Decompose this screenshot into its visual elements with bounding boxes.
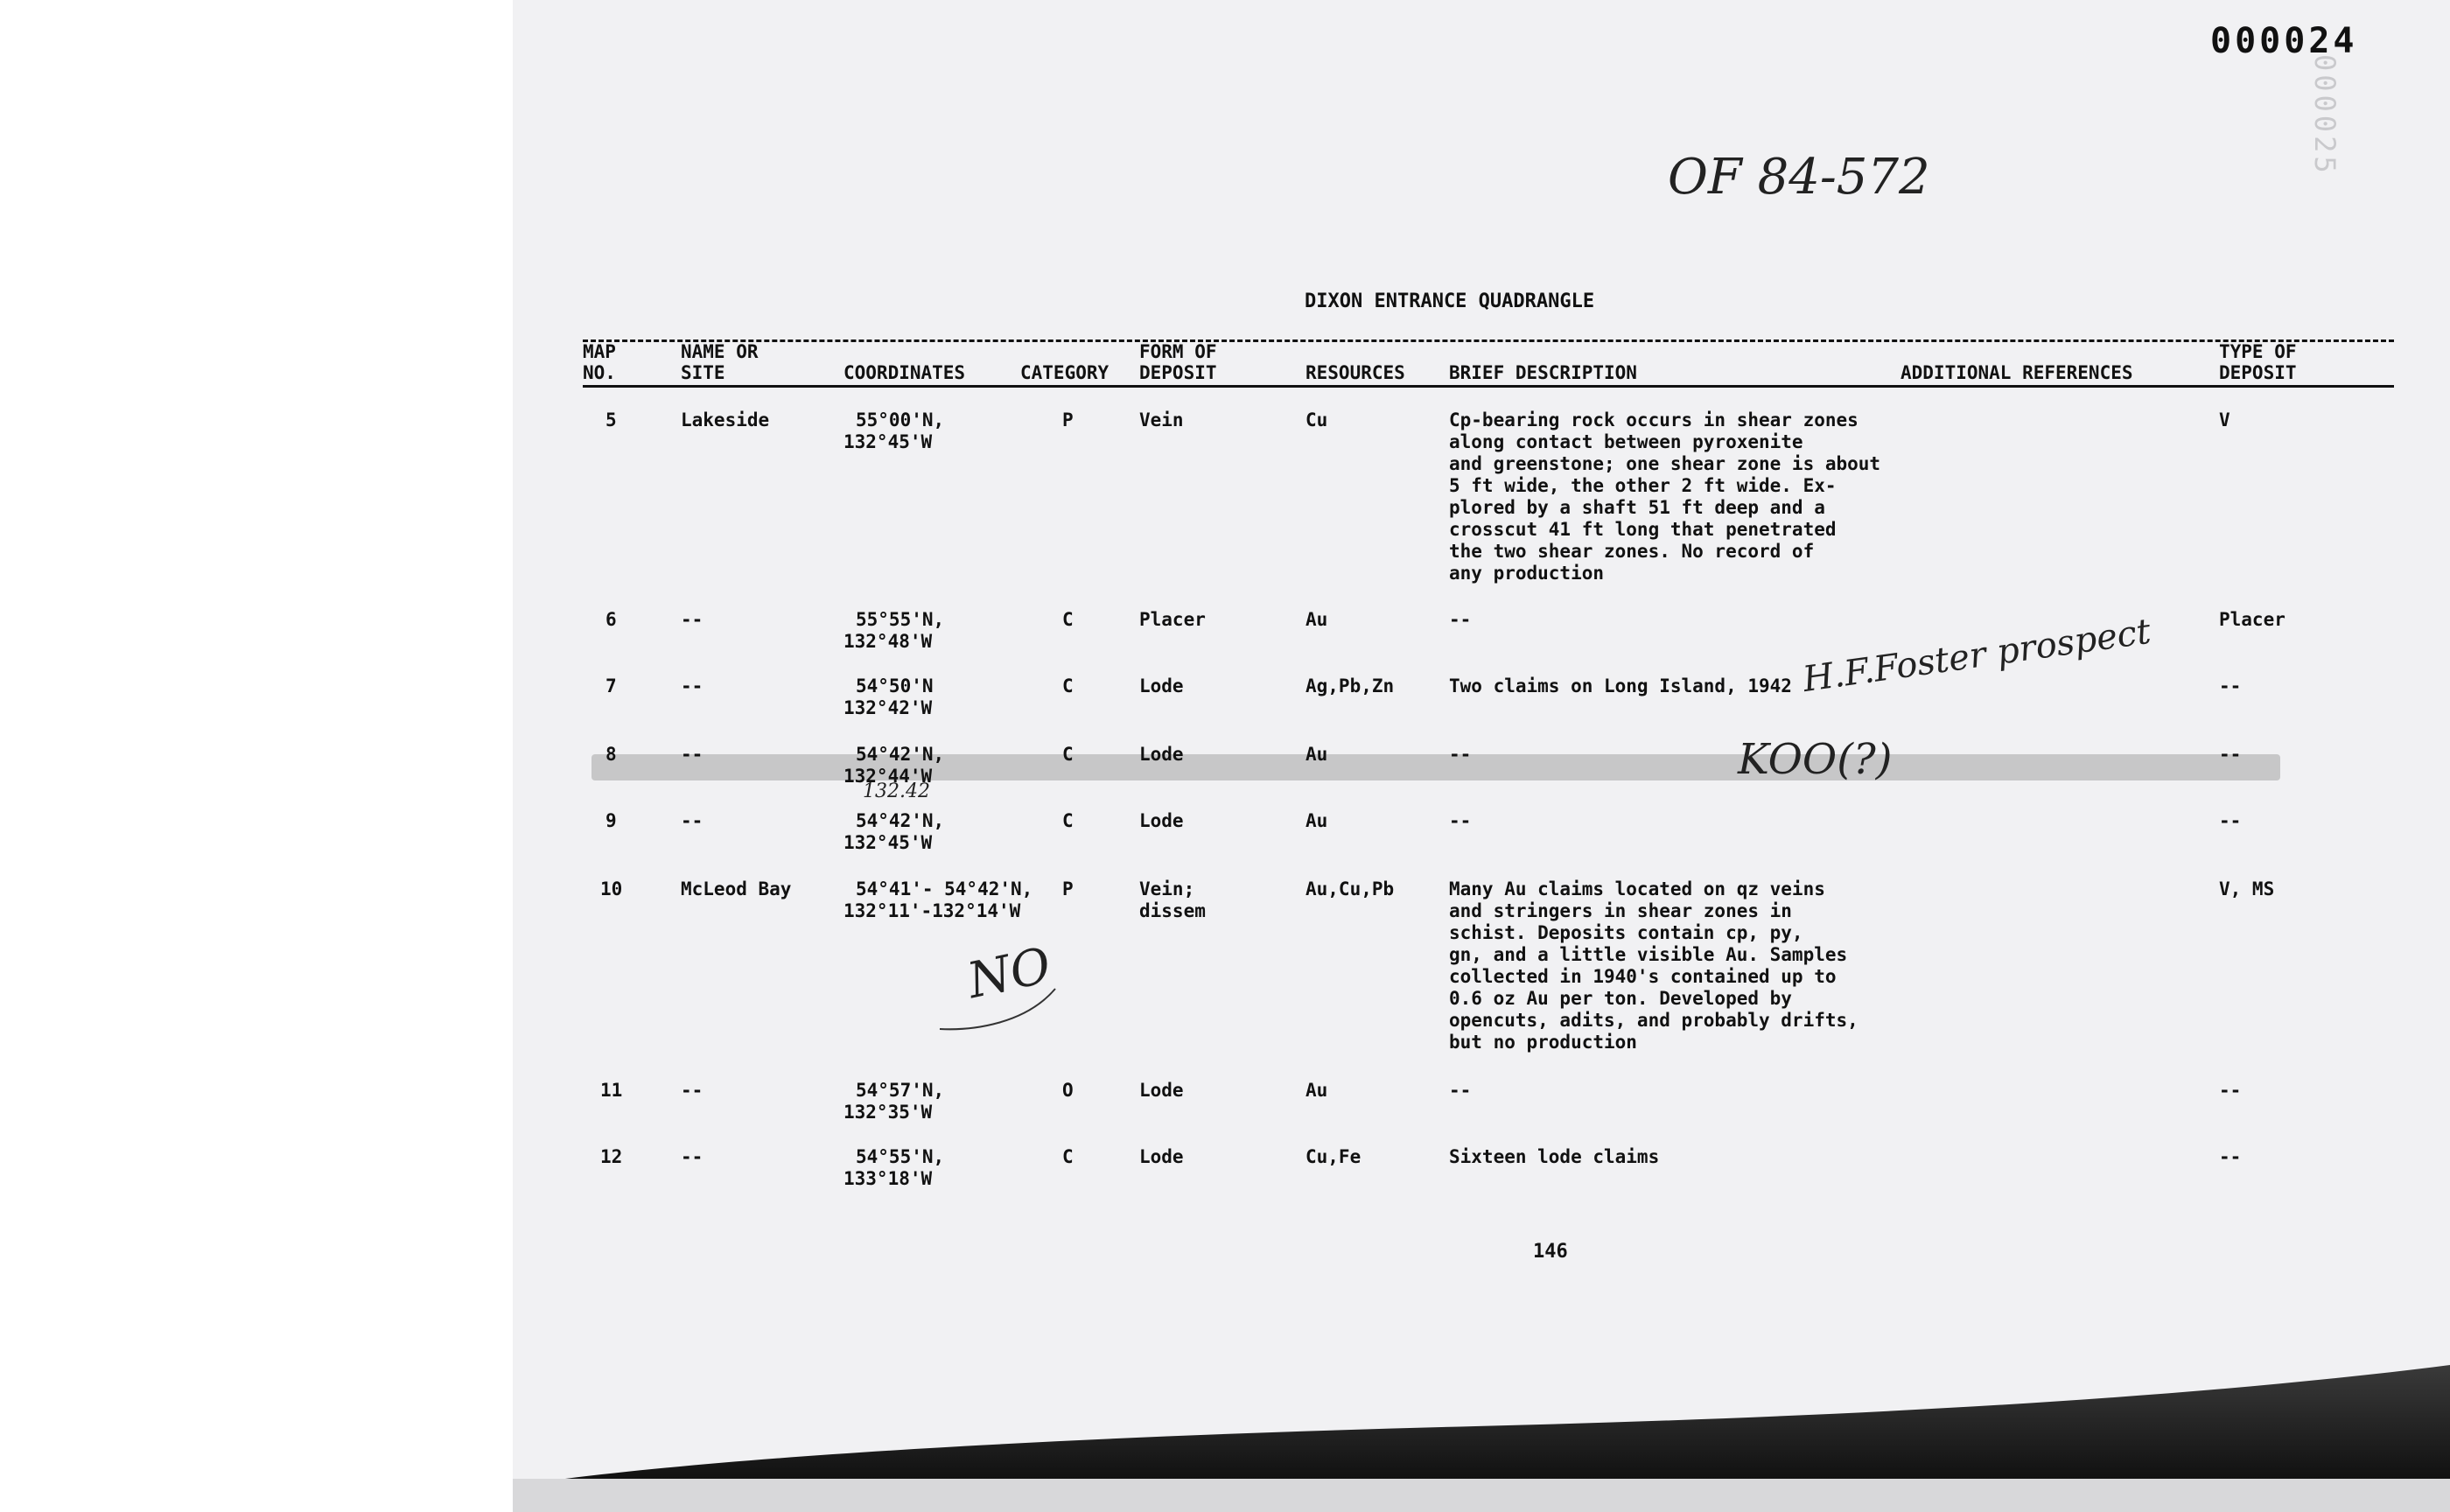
header-description: BRIEF DESCRIPTION bbox=[1449, 362, 1637, 383]
cell-name: -- bbox=[681, 1146, 704, 1167]
header-references: ADDITIONAL REFERENCES bbox=[1900, 362, 2133, 383]
cell-name: -- bbox=[681, 1080, 704, 1101]
cell-map-no: 8 bbox=[606, 744, 617, 765]
cell-coordinates: 55°55'N, 132°48'W bbox=[844, 609, 945, 652]
cell-resources: Cu,Fe bbox=[1306, 1146, 1362, 1167]
cell-type: -- bbox=[2219, 676, 2242, 696]
cell-name: -- bbox=[681, 676, 704, 696]
header-top-rule bbox=[583, 340, 2394, 342]
cell-form: Lode bbox=[1139, 676, 1184, 696]
cell-resources: Au bbox=[1306, 810, 1328, 831]
cell-description: -- bbox=[1449, 609, 1472, 630]
cell-type: -- bbox=[2219, 1080, 2242, 1101]
cell-coordinates: 54°42'N, 132°45'W bbox=[844, 810, 945, 853]
cell-type: -- bbox=[2219, 744, 2242, 765]
cell-coordinates: 55°00'N, 132°45'W bbox=[844, 410, 945, 452]
header-form: FORM OF DEPOSIT bbox=[1139, 341, 1217, 383]
document-number: 000024 bbox=[2210, 21, 2358, 61]
header-map-no: MAP NO. bbox=[583, 341, 616, 383]
cell-type: V bbox=[2219, 410, 2230, 430]
cell-form: Lode bbox=[1139, 1080, 1184, 1101]
cell-coordinates: 54°50'N 132°42'W bbox=[844, 676, 934, 718]
header-bottom-rule bbox=[583, 385, 2394, 388]
page-title: DIXON ENTRANCE QUADRANGLE bbox=[1305, 290, 1595, 312]
cell-description: -- bbox=[1449, 744, 1472, 765]
cell-map-no: 11 bbox=[600, 1080, 623, 1101]
cell-resources: Au,Cu,Pb bbox=[1306, 878, 1395, 900]
cell-map-no: 12 bbox=[600, 1146, 623, 1167]
cell-description: Sixteen lode claims bbox=[1449, 1146, 1660, 1167]
cell-category: C bbox=[1062, 1146, 1074, 1167]
cell-name: McLeod Bay bbox=[681, 878, 792, 900]
cell-description: Two claims on Long Island, 1942 bbox=[1449, 676, 1792, 696]
cell-resources: Au bbox=[1306, 1080, 1328, 1101]
cell-category: C bbox=[1062, 609, 1074, 630]
cell-coordinates: 54°57'N, 132°35'W bbox=[844, 1080, 945, 1123]
cell-form: Vein bbox=[1139, 410, 1184, 430]
cell-name: Lakeside bbox=[681, 410, 770, 430]
header-resources: RESOURCES bbox=[1306, 362, 1405, 383]
vertical-stamp: 000025 bbox=[2308, 54, 2342, 177]
scanned-page bbox=[513, 0, 2450, 1512]
cell-resources: Cu bbox=[1306, 410, 1328, 430]
cell-coordinates: 54°41'- 54°42'N, 132°11'-132°14'W bbox=[844, 878, 1033, 921]
cell-type: V, MS bbox=[2219, 878, 2275, 900]
header-coordinates: COORDINATES bbox=[844, 362, 966, 383]
cell-map-no: 5 bbox=[606, 410, 617, 430]
handwritten-note-row7: H.F.Foster prospect bbox=[1800, 611, 2153, 700]
cell-name: -- bbox=[681, 609, 704, 630]
cell-category: C bbox=[1062, 810, 1074, 831]
cell-resources: Au bbox=[1306, 609, 1328, 630]
cell-name: -- bbox=[681, 744, 704, 765]
cell-description: Cp-bearing rock occurs in shear zones along contact between pyroxenite and greenstone; one shear zone is about 5 ft wide, the other 2 ft wide. Ex- plored by a shaft 51 ft deep and a crosscut 41 ft long that penetrated the two shear zones. No record of any production bbox=[1449, 410, 1881, 584]
cell-category: O bbox=[1062, 1080, 1074, 1101]
cell-form: Lode bbox=[1139, 1146, 1184, 1167]
cell-coordinates: 54°42'N, 132°44'W bbox=[844, 744, 945, 787]
cell-category: P bbox=[1062, 878, 1074, 900]
cell-form: Placer bbox=[1139, 609, 1206, 630]
cell-resources: Ag,Pb,Zn bbox=[1306, 676, 1395, 696]
scan-shadow bbox=[513, 1348, 2450, 1512]
handwritten-note-row8: KOO(?) bbox=[1738, 735, 1893, 784]
cell-category: C bbox=[1062, 676, 1074, 696]
cell-map-no: 9 bbox=[606, 810, 617, 831]
cell-map-no: 6 bbox=[606, 609, 617, 630]
cell-description: -- bbox=[1449, 810, 1472, 831]
cell-form: Lode bbox=[1139, 744, 1184, 765]
cell-type: -- bbox=[2219, 810, 2242, 831]
header-category: CATEGORY bbox=[1020, 362, 1110, 383]
cell-description: Many Au claims located on qz veins and stringers in shear zones in schist. Deposits contain cp, py, gn, and a little visible Au. Samples collected in 1940's contained up to 0.6 oz Au per ton. Developed by opencuts, adits, and probably drifts, but no production bbox=[1449, 878, 1858, 1053]
header-name: NAME OR SITE bbox=[681, 341, 759, 383]
cell-name: -- bbox=[681, 810, 704, 831]
cell-category: P bbox=[1062, 410, 1074, 430]
header-type: TYPE OF DEPOSIT bbox=[2219, 341, 2297, 383]
handwritten-coord-note: 132.42 bbox=[863, 780, 930, 802]
cell-description: -- bbox=[1449, 1080, 1472, 1101]
cell-coordinates: 54°55'N, 133°18'W bbox=[844, 1146, 945, 1189]
cell-map-no: 7 bbox=[606, 676, 617, 696]
cell-type: -- bbox=[2219, 1146, 2242, 1167]
handwritten-underline bbox=[938, 980, 1060, 1032]
handwritten-note-row10: NO bbox=[962, 936, 1056, 1011]
cell-map-no: 10 bbox=[600, 878, 623, 900]
cell-form: Lode bbox=[1139, 810, 1184, 831]
cell-type: Placer bbox=[2219, 609, 2286, 630]
cell-form: Vein; dissem bbox=[1139, 878, 1206, 921]
cell-resources: Au bbox=[1306, 744, 1328, 765]
handwritten-report-id: OF 84-572 bbox=[1668, 149, 1930, 206]
page-number: 146 bbox=[1533, 1241, 1568, 1263]
cell-category: C bbox=[1062, 744, 1074, 765]
